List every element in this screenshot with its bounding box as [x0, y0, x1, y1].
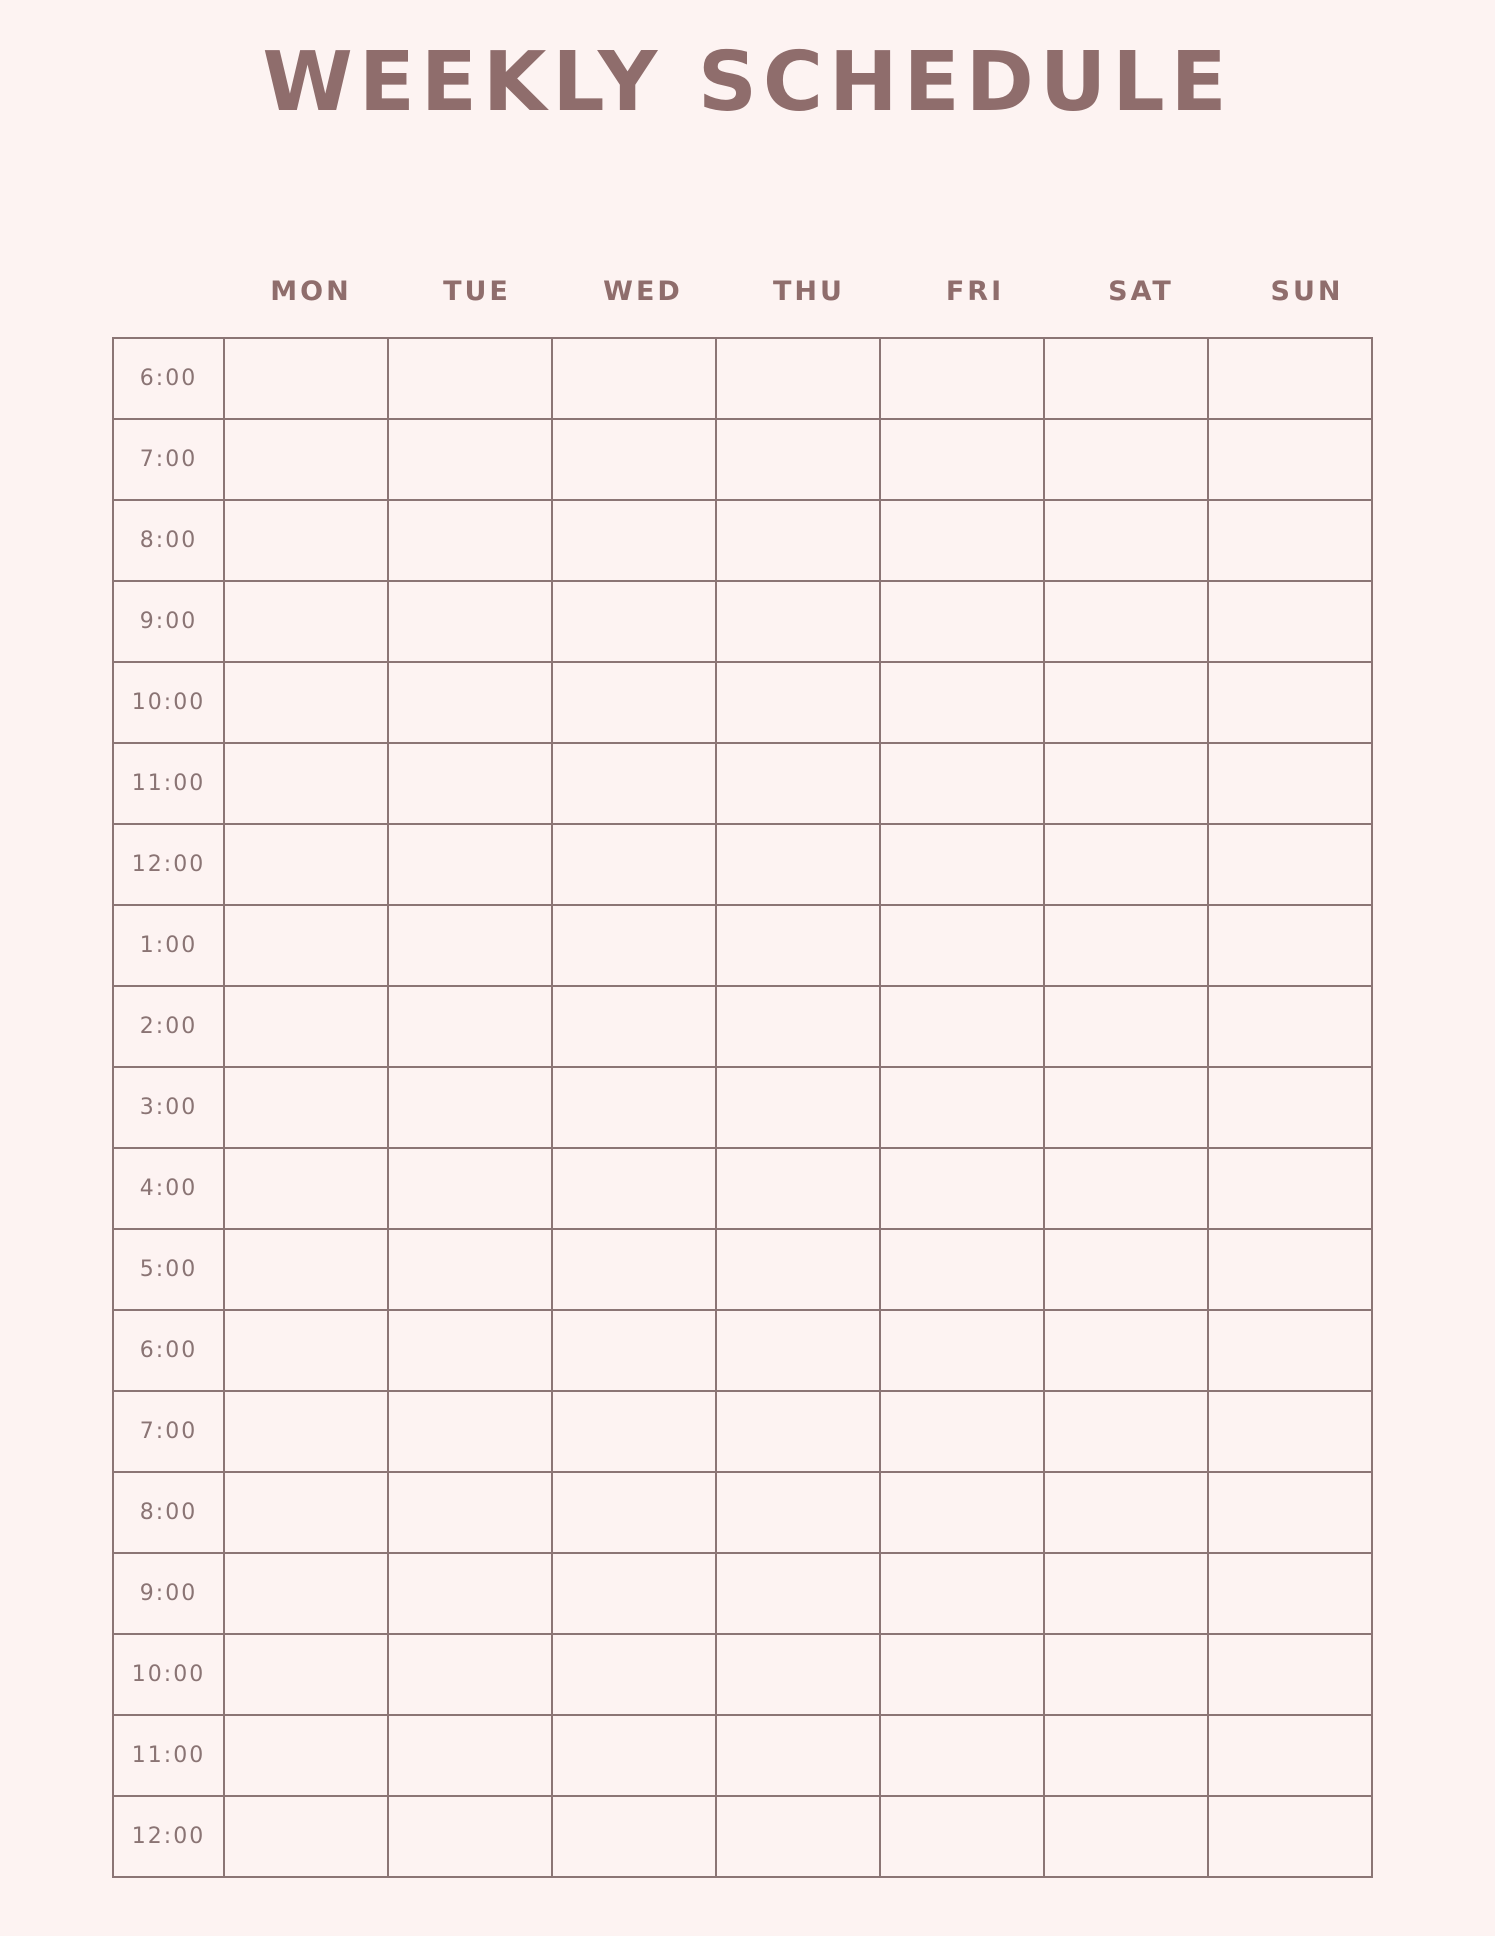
schedule-cell-wed[interactable] — [552, 1391, 716, 1472]
schedule-cell-sun[interactable] — [1208, 1310, 1372, 1391]
schedule-cell-sat[interactable] — [1044, 905, 1208, 986]
schedule-cell-tue[interactable] — [388, 1472, 552, 1553]
time-label: 4:00 — [113, 1148, 224, 1229]
time-label: 7:00 — [113, 419, 224, 500]
schedule-cell-wed[interactable] — [552, 743, 716, 824]
schedule-cell-fri[interactable] — [880, 1634, 1044, 1715]
schedule-cell-sun[interactable] — [1208, 662, 1372, 743]
schedule-cell-tue[interactable] — [388, 1796, 552, 1877]
schedule-row — [113, 581, 1372, 662]
day-header-sun: SUN — [1270, 276, 1344, 307]
schedule-cell-thu[interactable] — [716, 1391, 880, 1472]
schedule-row — [113, 1553, 1372, 1634]
schedule-cell-wed[interactable] — [552, 338, 716, 419]
time-label: 6:00 — [113, 1310, 224, 1391]
schedule-row — [113, 1472, 1372, 1553]
schedule-cell-mon[interactable] — [224, 662, 388, 743]
day-header-sat: SAT — [1108, 276, 1174, 307]
schedule-cell-mon[interactable] — [224, 419, 388, 500]
schedule-cell-tue[interactable] — [388, 905, 552, 986]
schedule-cell-mon[interactable] — [224, 1310, 388, 1391]
schedule-row — [113, 1229, 1372, 1310]
schedule-cell-thu[interactable] — [716, 824, 880, 905]
time-label: 8:00 — [113, 1472, 224, 1553]
schedule-cell-thu[interactable] — [716, 1310, 880, 1391]
schedule-cell-fri[interactable] — [880, 743, 1044, 824]
schedule-row — [113, 419, 1372, 500]
schedule-cell-sun[interactable] — [1208, 986, 1372, 1067]
schedule-row — [113, 1634, 1372, 1715]
time-label: 2:00 — [113, 986, 224, 1067]
schedule-cell-thu[interactable] — [716, 1229, 880, 1310]
schedule-cell-tue[interactable] — [388, 1715, 552, 1796]
time-label: 11:00 — [113, 1715, 224, 1796]
schedule-cell-fri[interactable] — [880, 1148, 1044, 1229]
schedule-cell-thu[interactable] — [716, 905, 880, 986]
schedule-cell-sun[interactable] — [1208, 743, 1372, 824]
schedule-cell-mon[interactable] — [224, 581, 388, 662]
time-label: 12:00 — [113, 1796, 224, 1877]
schedule-cell-thu[interactable] — [716, 1067, 880, 1148]
schedule-cell-wed[interactable] — [552, 1229, 716, 1310]
schedule-cell-sun[interactable] — [1208, 500, 1372, 581]
schedule-cell-sun[interactable] — [1208, 1472, 1372, 1553]
schedule-row — [113, 1067, 1372, 1148]
schedule-row — [113, 1796, 1372, 1877]
schedule-cell-tue[interactable] — [388, 1229, 552, 1310]
schedule-row — [113, 905, 1372, 986]
schedule-cell-tue[interactable] — [388, 1310, 552, 1391]
schedule-cell-fri[interactable] — [880, 824, 1044, 905]
time-label: 12:00 — [113, 824, 224, 905]
schedule-grid — [112, 337, 1373, 1878]
schedule-cell-mon[interactable] — [224, 1067, 388, 1148]
schedule-cell-wed[interactable] — [552, 986, 716, 1067]
schedule-cell-wed[interactable] — [552, 1310, 716, 1391]
schedule-cell-mon[interactable] — [224, 1229, 388, 1310]
schedule-row — [113, 1391, 1372, 1472]
schedule-cell-tue[interactable] — [388, 986, 552, 1067]
day-header-fri: FRI — [945, 276, 1005, 307]
schedule-row — [113, 986, 1372, 1067]
schedule-cell-sun[interactable] — [1208, 1553, 1372, 1634]
schedule-cell-sat[interactable] — [1044, 338, 1208, 419]
schedule-cell-thu[interactable] — [716, 986, 880, 1067]
schedule-cell-fri[interactable] — [880, 662, 1044, 743]
schedule-cell-tue[interactable] — [388, 743, 552, 824]
schedule-cell-thu[interactable] — [716, 662, 880, 743]
schedule-cell-thu[interactable] — [716, 1715, 880, 1796]
schedule-cell-sat[interactable] — [1044, 1553, 1208, 1634]
schedule-row — [113, 662, 1372, 743]
schedule-cell-thu[interactable] — [716, 743, 880, 824]
schedule-cell-sat[interactable] — [1044, 419, 1208, 500]
schedule-cell-mon[interactable] — [224, 1472, 388, 1553]
schedule-cell-wed[interactable] — [552, 500, 716, 581]
schedule-cell-sat[interactable] — [1044, 824, 1208, 905]
day-header-tue: TUE — [443, 276, 511, 307]
schedule-cell-sun[interactable] — [1208, 1148, 1372, 1229]
schedule-cell-sat[interactable] — [1044, 1715, 1208, 1796]
schedule-cell-sun[interactable] — [1208, 1067, 1372, 1148]
schedule-cell-sat[interactable] — [1044, 1472, 1208, 1553]
schedule-cell-mon[interactable] — [224, 905, 388, 986]
schedule-cell-thu[interactable] — [716, 1472, 880, 1553]
schedule-cell-fri[interactable] — [880, 1067, 1044, 1148]
schedule-cell-thu[interactable] — [716, 1634, 880, 1715]
schedule-row — [113, 743, 1372, 824]
schedule-cell-thu[interactable] — [716, 581, 880, 662]
schedule-cell-mon[interactable] — [224, 743, 388, 824]
time-label: 10:00 — [113, 1634, 224, 1715]
schedule-cell-tue[interactable] — [388, 662, 552, 743]
schedule-cell-sun[interactable] — [1208, 824, 1372, 905]
schedule-cell-tue[interactable] — [388, 824, 552, 905]
day-header-thu: THU — [773, 276, 845, 307]
schedule-cell-wed[interactable] — [552, 1796, 716, 1877]
schedule-cell-sun[interactable] — [1208, 1229, 1372, 1310]
schedule-cell-tue[interactable] — [388, 1553, 552, 1634]
schedule-cell-mon[interactable] — [224, 1796, 388, 1877]
schedule-cell-tue[interactable] — [388, 1634, 552, 1715]
time-label: 6:00 — [113, 338, 224, 419]
schedule-row — [113, 1310, 1372, 1391]
schedule-cell-mon[interactable] — [224, 1391, 388, 1472]
time-label: 5:00 — [113, 1229, 224, 1310]
schedule-cell-tue[interactable] — [388, 338, 552, 419]
schedule-cell-tue[interactable] — [388, 500, 552, 581]
schedule-cell-thu[interactable] — [716, 500, 880, 581]
schedule-cell-sat[interactable] — [1044, 1148, 1208, 1229]
schedule-cell-tue[interactable] — [388, 581, 552, 662]
schedule-cell-wed[interactable] — [552, 1067, 716, 1148]
schedule-cell-fri[interactable] — [880, 419, 1044, 500]
schedule-cell-sat[interactable] — [1044, 1391, 1208, 1472]
schedule-cell-wed[interactable] — [552, 1715, 716, 1796]
schedule-cell-sat[interactable] — [1044, 1634, 1208, 1715]
time-label: 10:00 — [113, 662, 224, 743]
schedule-cell-fri[interactable] — [880, 1715, 1044, 1796]
schedule-cell-fri[interactable] — [880, 338, 1044, 419]
schedule-cell-fri[interactable] — [880, 1229, 1044, 1310]
schedule-cell-fri[interactable] — [880, 1391, 1044, 1472]
schedule-row — [113, 500, 1372, 581]
day-header-wed: WED — [603, 276, 683, 307]
schedule-cell-mon[interactable] — [224, 1634, 388, 1715]
schedule-cell-sun[interactable] — [1208, 1715, 1372, 1796]
time-label: 7:00 — [113, 1391, 224, 1472]
schedule-cell-mon[interactable] — [224, 986, 388, 1067]
page-title: WEEKLY SCHEDULE — [262, 35, 1233, 130]
schedule-cell-mon[interactable] — [224, 1148, 388, 1229]
schedule-cell-tue[interactable] — [388, 1391, 552, 1472]
schedule-cell-sat[interactable] — [1044, 986, 1208, 1067]
schedule-cell-thu[interactable] — [716, 1148, 880, 1229]
schedule-cell-wed[interactable] — [552, 1634, 716, 1715]
time-label: 8:00 — [113, 500, 224, 581]
schedule-cell-thu[interactable] — [716, 338, 880, 419]
schedule-cell-sat[interactable] — [1044, 1310, 1208, 1391]
schedule-cell-sat[interactable] — [1044, 1229, 1208, 1310]
schedule-cell-fri[interactable] — [880, 1310, 1044, 1391]
schedule-cell-wed[interactable] — [552, 824, 716, 905]
schedule-cell-sat[interactable] — [1044, 500, 1208, 581]
time-label: 11:00 — [113, 743, 224, 824]
schedule-cell-fri[interactable] — [880, 1553, 1044, 1634]
schedule-cell-sun[interactable] — [1208, 905, 1372, 986]
schedule-cell-wed[interactable] — [552, 1553, 716, 1634]
schedule-cell-tue[interactable] — [388, 419, 552, 500]
schedule-cell-sat[interactable] — [1044, 581, 1208, 662]
schedule-row — [113, 824, 1372, 905]
time-label: 9:00 — [113, 1553, 224, 1634]
schedule-cell-mon[interactable] — [224, 1553, 388, 1634]
schedule-cell-sun[interactable] — [1208, 419, 1372, 500]
day-header-mon: MON — [270, 276, 352, 307]
schedule-cell-sun[interactable] — [1208, 1391, 1372, 1472]
schedule-cell-wed[interactable] — [552, 419, 716, 500]
schedule-row — [113, 338, 1372, 419]
schedule-cell-fri[interactable] — [880, 1472, 1044, 1553]
schedule-cell-fri[interactable] — [880, 905, 1044, 986]
schedule-cell-mon[interactable] — [224, 338, 388, 419]
schedule-cell-sat[interactable] — [1044, 1067, 1208, 1148]
schedule-cell-sat[interactable] — [1044, 1796, 1208, 1877]
schedule-row — [113, 1715, 1372, 1796]
schedule-cell-tue[interactable] — [388, 1148, 552, 1229]
schedule-row — [113, 1148, 1372, 1229]
schedule-cell-fri[interactable] — [880, 500, 1044, 581]
schedule-cell-wed[interactable] — [552, 581, 716, 662]
time-label: 9:00 — [113, 581, 224, 662]
schedule-cell-fri[interactable] — [880, 986, 1044, 1067]
schedule-cell-sun[interactable] — [1208, 1796, 1372, 1877]
schedule-cell-wed[interactable] — [552, 1148, 716, 1229]
time-label: 1:00 — [113, 905, 224, 986]
schedule-cell-mon[interactable] — [224, 500, 388, 581]
schedule-cell-wed[interactable] — [552, 662, 716, 743]
schedule-cell-tue[interactable] — [388, 1067, 552, 1148]
schedule-cell-fri[interactable] — [880, 1796, 1044, 1877]
schedule-cell-mon[interactable] — [224, 824, 388, 905]
schedule-cell-thu[interactable] — [716, 419, 880, 500]
schedule-cell-thu[interactable] — [716, 1553, 880, 1634]
schedule-cell-sun[interactable] — [1208, 1634, 1372, 1715]
schedule-cell-sun[interactable] — [1208, 338, 1372, 419]
schedule-cell-mon[interactable] — [224, 1715, 388, 1796]
schedule-cell-sat[interactable] — [1044, 743, 1208, 824]
schedule-cell-fri[interactable] — [880, 581, 1044, 662]
schedule-cell-wed[interactable] — [552, 1472, 716, 1553]
schedule-cell-sun[interactable] — [1208, 581, 1372, 662]
time-label: 3:00 — [113, 1067, 224, 1148]
schedule-cell-thu[interactable] — [716, 1796, 880, 1877]
schedule-cell-wed[interactable] — [552, 905, 716, 986]
schedule-cell-sat[interactable] — [1044, 662, 1208, 743]
